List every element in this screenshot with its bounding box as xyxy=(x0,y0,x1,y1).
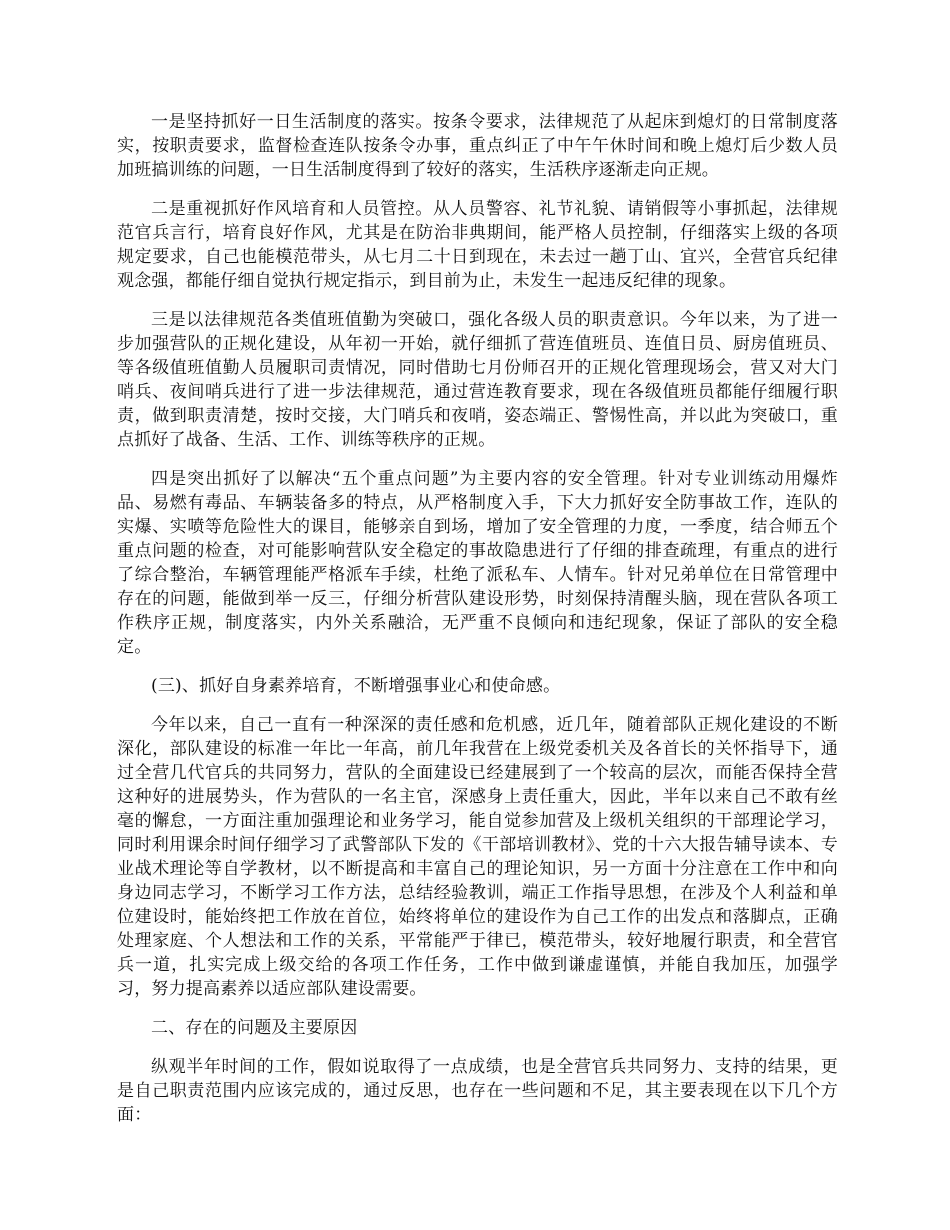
paragraph-duty-standards: 三是以法律规范各类值班值勤为突破口，强化各级人员的职责意识。今年以来，为了进一步加强营队的正规化建设，从年初一开始，就仔细抓了营连值班员、连值日员、厨房值班员、等各级值班值勤人员履职司责情况，同时借助七月份师召开的正规化管理现场会，营又对大门哨兵、夜间哨兵进行了进一步法律规范，通过营连教育要求，现在各级值班员都能仔细履行职责，做到职责清楚，按时交接，大门哨兵和夜哨，姿态端正、警惕性高，并以此为突破口，重点抓好了战备、生活、工作、训练等秩序的正规。 xyxy=(117,310,838,450)
section-heading-problems: 二、存在的问题及主要原因 xyxy=(151,1018,358,1038)
paragraph-work-style: 二是重视抓好作风培育和人员管控。从人员警容、礼节礼貌、请销假等小事抓起，法律规范官兵言行，培育良好作风，尤其是在防治非典期间，能严格人员控制，仔细落实上级的各项规定要求，自己也能模范带头，从七月二十日到现在，未去过一趟丁山、宜兴，全营官兵纪律观念强，都能仔细自觉执行规定指示，到目前为止，未发生一起违反纪律的现象。 xyxy=(117,199,838,291)
document-page xyxy=(117,110,838,1142)
section-heading-self-improvement: (三)、抓好自身素养培育，不断增强事业心和使命感。 xyxy=(151,676,561,696)
paragraph-self-improvement: 今年以来，自己一直有一种深深的责任感和危机感，近几年，随着部队正规化建设的不断深化，部队建设的标准一年比一年高，前几年我营在上级党委机关及各首长的关怀指导下，通过全营几代官兵的共同努力，营队的全面建设已经建展到了一个较高的层次，而能否保持全营这种好的进展势头，作为营队的一名主官，深感身上责任重大，因此，半年以来自己不敢有丝毫的懈怠，一方面注重加强理论和业务学习，能自觉参加营及上级机关组织的干部理论学习，同时利用课余时间仔细学习了武警部队下发的《干部培训教材》、党的十六大报告辅导读本、专业战术理论等自学教材，以不断提高和丰富自己的理论知识，另一方面十分注意在工作中和向身边同志学习，不断学习工作方法，总结经验教训，端正工作指导思想，在涉及个人利益和单位建设时，能始终把工作放在首位，始终将单位的建设作为自己工作的出发点和落脚点，正确处理家庭、个人想法和工作的关系，平常能严于律已，模范带头，较好地履行职责，和全营官兵一道，扎实完成上级交给的各项工作任务，工作中做到谦虚谨慎，并能自我加压，加强学习，努力提高素养以适应部队建设需要。 xyxy=(117,715,838,999)
paragraph-problems-intro: 纵观半年时间的工作，假如说取得了一点成绩，也是全营官兵共同努力、支持的结果，更是自己职责范围内应该完成的，通过反思，也存在一些问题和不足，其主要表现在以下几个方面： xyxy=(117,1057,838,1125)
paragraph-safety-management: 四是突出抓好了以解决“五个重点问题”为主要内容的安全管理。针对专业训练动用爆炸品、易燃有毒品、车辆装备多的特点，从严格制度入手，下大力抓好安全防事故工作，连队的实爆、实喷等危险性大的课目，能够亲自到场，增加了安全管理的力度，一季度，结合师五个重点问题的检查，对可能影响营队安全稳定的事故隐患进行了仔细的排查疏理，有重点的进行了综合整治，车辆管理能严格派车手续，杜绝了派私车、人情车。针对兄弟单位在日常管理中存在的问题，能做到举一反三，仔细分析营队建设形势，时刻保持清醒头脑，现在营队各项工作秩序正规，制度落实，内外关系融洽，无严重不良倾向和违纪现象，保证了部队的安全稳定。 xyxy=(117,469,838,657)
paragraph-daily-routine: 一是坚持抓好一日生活制度的落实。按条令要求，法律规范了从起床到熄灯的日常制度落实，按职责要求，监督检查连队按条令办事，重点纠正了中午午休时间和晚上熄灯后少数人员加班搞训练的问题，一日生活制度得到了较好的落实，生活秩序逐渐走向正规。 xyxy=(117,112,838,180)
